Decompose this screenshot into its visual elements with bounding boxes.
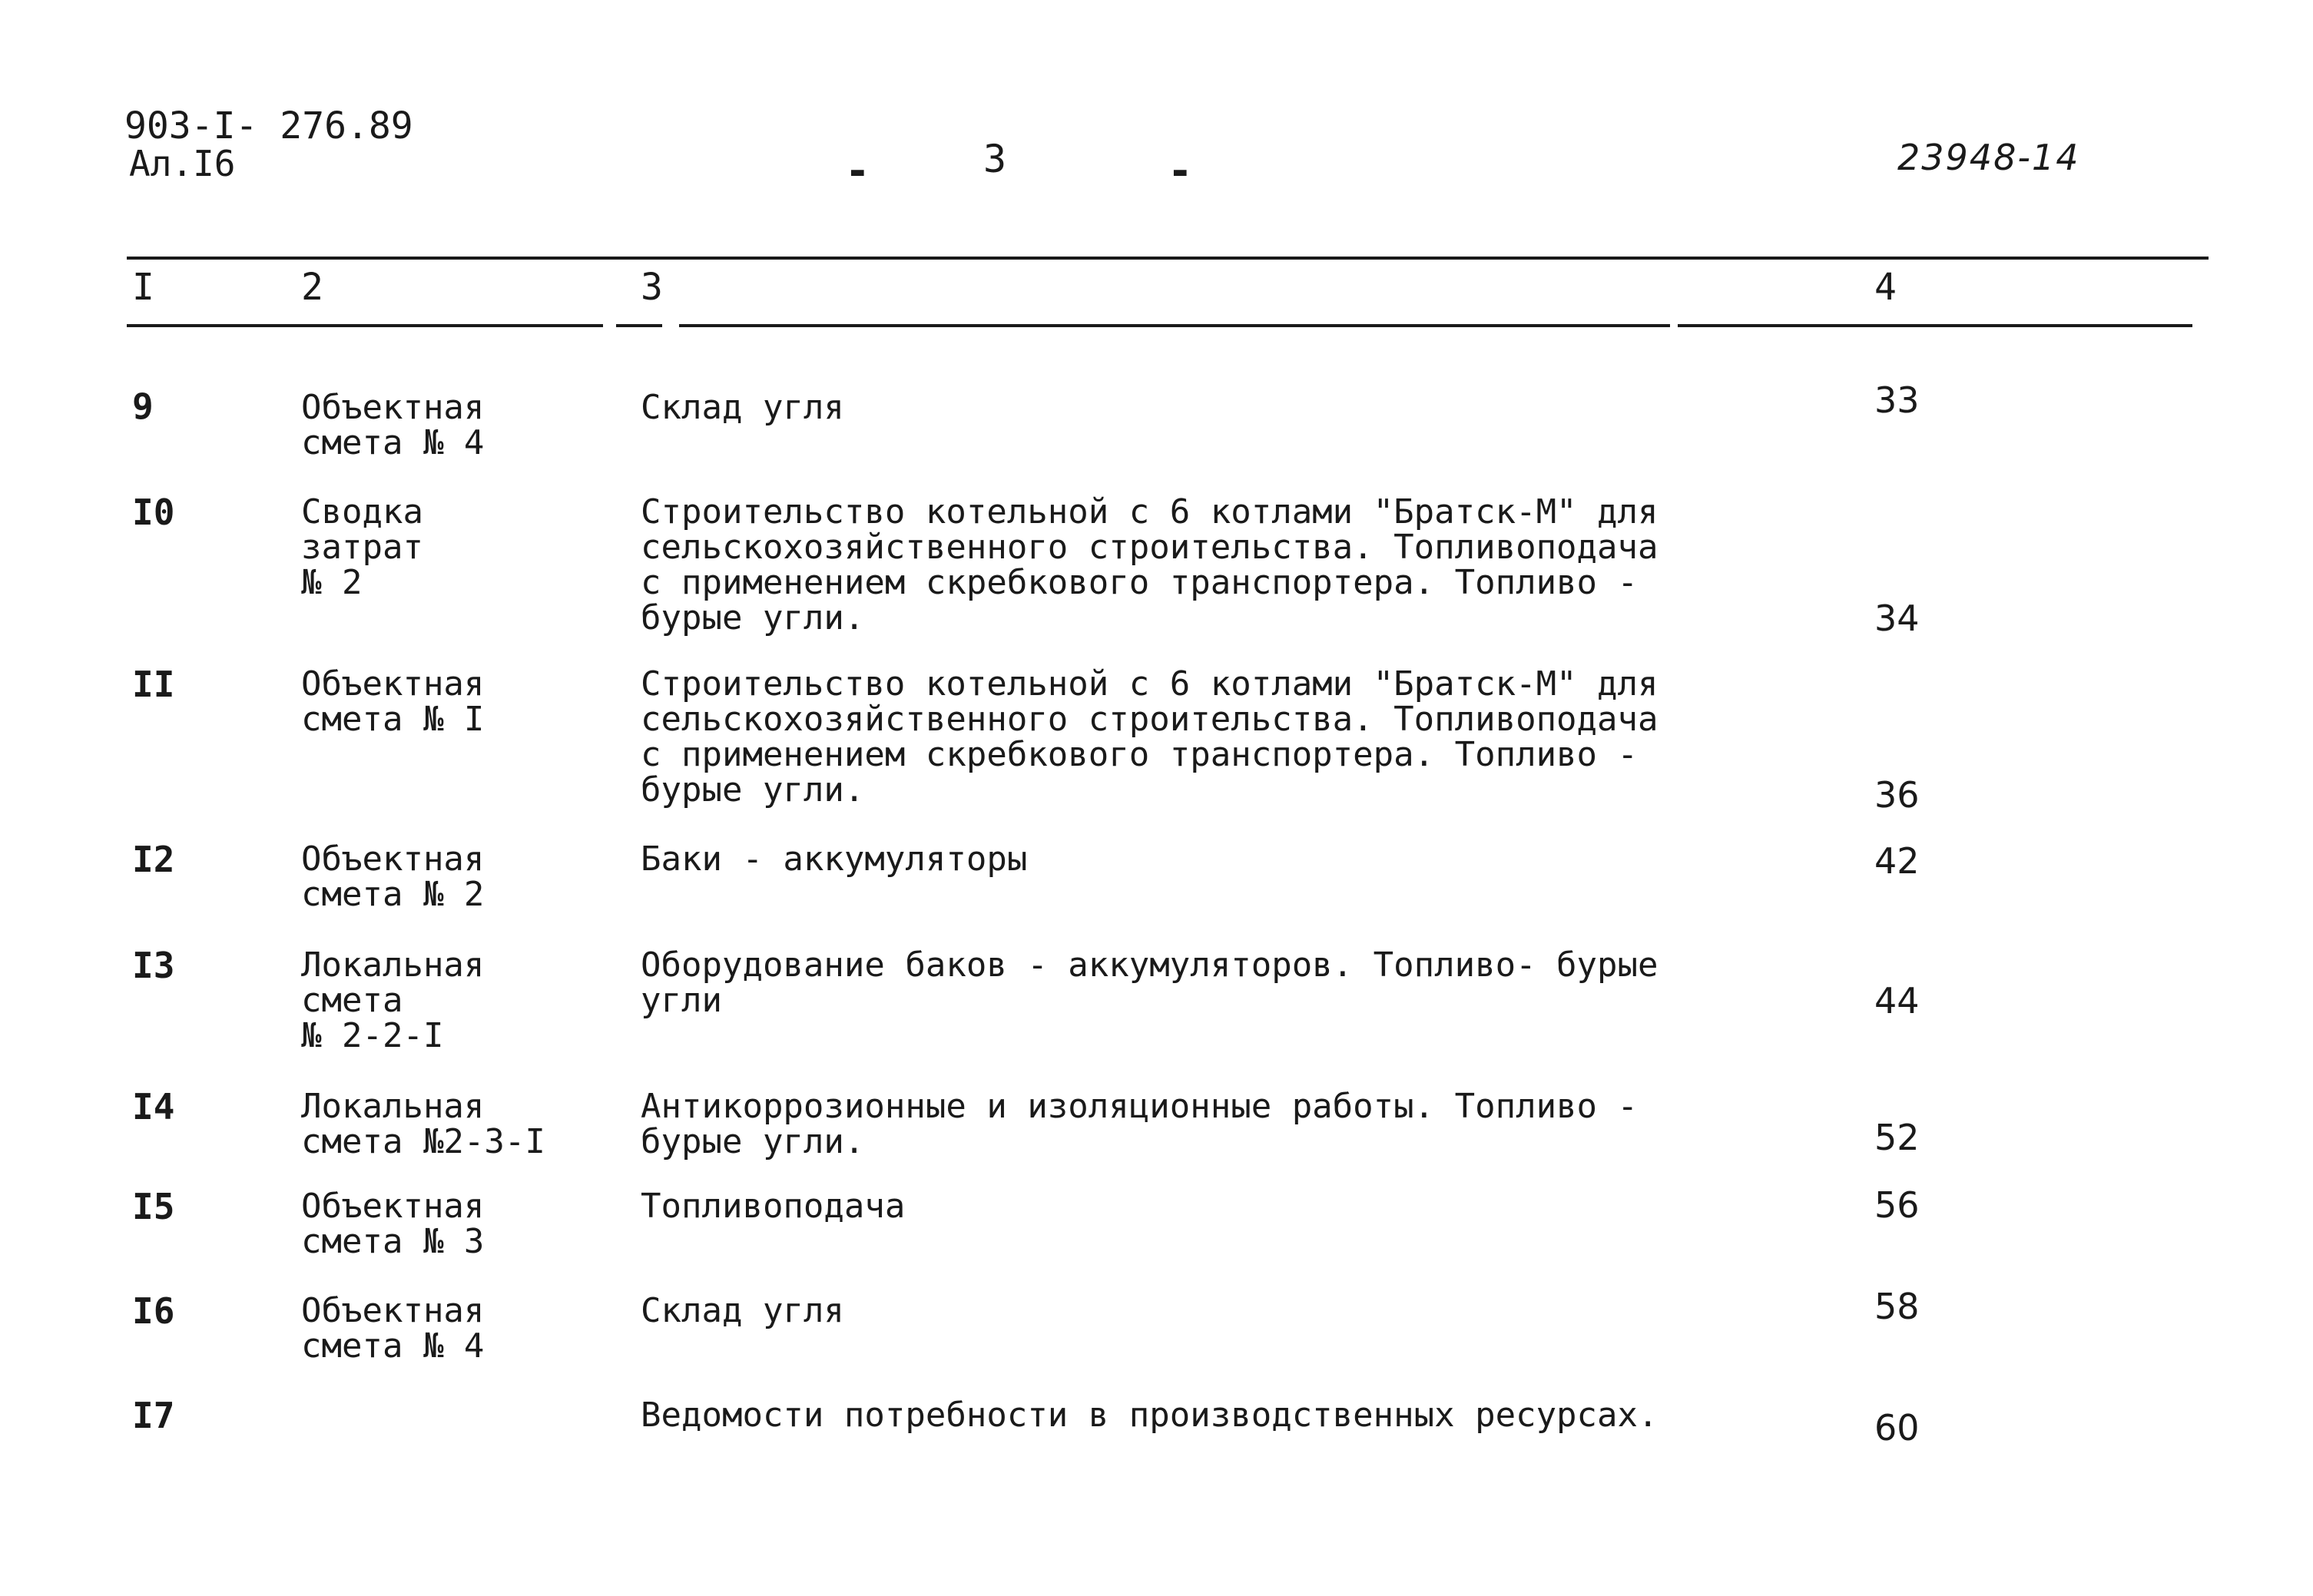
- row-description: Склад угля: [641, 388, 844, 427]
- row-document: Объектная смета № I: [301, 664, 485, 739]
- row-document: Объектная смета № 3: [301, 1187, 485, 1261]
- column-header-2: 2: [301, 266, 323, 309]
- row-number: I2: [132, 839, 175, 880]
- page-number: 3: [983, 137, 1007, 181]
- row-description: Баки - аккумуляторы: [641, 839, 1028, 879]
- row-number: I4: [132, 1086, 175, 1127]
- row-number: II: [132, 664, 175, 705]
- row-page: 42: [1874, 840, 1920, 882]
- row-document: Объектная смета № 4: [301, 388, 485, 462]
- column-rule-3: [679, 324, 1670, 327]
- row-page: 34: [1874, 598, 1920, 639]
- document-code: 903-I- 276.89: [124, 104, 413, 147]
- row-description: Склад угля: [641, 1291, 844, 1330]
- row-page: 60: [1874, 1407, 1920, 1449]
- row-page: 56: [1874, 1184, 1920, 1226]
- row-number: I0: [132, 492, 175, 533]
- row-page: 33: [1874, 379, 1920, 421]
- row-description: Оборудование баков - аккумуляторов. Топливо- бурые угли: [641, 945, 1659, 1020]
- row-page: 36: [1874, 774, 1920, 816]
- row-description: Строительство котельной с 6 котлами "Братск-М" для сельскохозяйственного строительства. Топливоподача с применением скребкового транспортера. Топливо - бурые угли.: [641, 664, 1659, 810]
- column-rule-4: [1678, 324, 2192, 327]
- row-document: Локальная смета №2-3-I: [301, 1087, 545, 1161]
- row-document: Объектная смета № 4: [301, 1291, 485, 1366]
- row-number: I3: [132, 945, 175, 986]
- row-description: Антикоррозионные и изоляционные работы. Топливо - бурые угли.: [641, 1087, 1639, 1161]
- row-document: Сводка затрат № 2: [301, 492, 423, 602]
- column-header-1: I: [132, 266, 154, 309]
- sheet-label: Ал.I6: [129, 143, 236, 184]
- column-rule-1-2: [127, 324, 603, 327]
- row-description: Топливоподача: [641, 1187, 906, 1226]
- row-document: Объектная смета № 2: [301, 839, 485, 914]
- row-number: I6: [132, 1290, 175, 1332]
- row-page: 44: [1874, 980, 1920, 1022]
- table-top-rule: [127, 257, 2209, 260]
- row-number: 9: [132, 386, 154, 427]
- document-id: 23948-14: [1897, 137, 2080, 178]
- row-number: I7: [132, 1395, 175, 1436]
- row-description: Строительство котельной с 6 котлами "Братск-М" для сельскохозяйственного строительства. Топливоподача с применением скребкового транспортера. Топливо - бурые угли.: [641, 492, 1659, 637]
- row-document: Локальная смета № 2-2-I: [301, 945, 485, 1055]
- column-header-4: 4: [1874, 266, 1897, 309]
- row-page: 52: [1874, 1117, 1920, 1158]
- page-dash-right: -: [1168, 147, 1193, 195]
- row-page: 58: [1874, 1286, 1920, 1327]
- column-header-3: 3: [641, 266, 663, 309]
- page-dash-left: -: [845, 147, 870, 195]
- column-rule-3-lead: [616, 324, 662, 327]
- row-description: Ведомости потребности в производственных ресурсах.: [641, 1396, 1659, 1435]
- row-number: I5: [132, 1186, 175, 1227]
